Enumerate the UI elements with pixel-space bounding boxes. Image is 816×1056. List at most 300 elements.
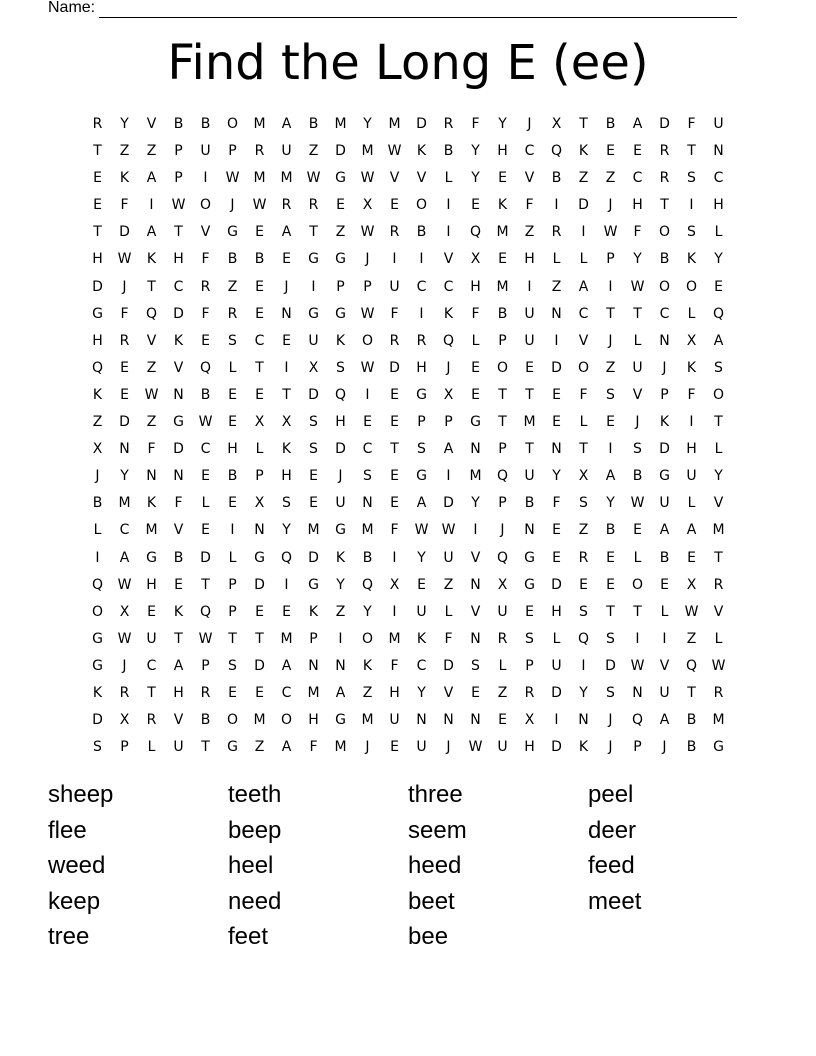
grid-letter: I <box>392 603 397 620</box>
grid-letter: V <box>524 170 535 187</box>
grid-letter: Z <box>146 414 157 431</box>
grid-letter: I <box>419 251 424 268</box>
grid-letter: R <box>389 332 400 349</box>
word-list-item: keep <box>48 887 101 915</box>
grid-letter: Q <box>199 359 212 376</box>
grid-letter: F <box>309 739 318 756</box>
grid-letter: F <box>390 657 399 674</box>
grid-letter: E <box>228 414 237 431</box>
grid-letter: P <box>498 441 507 458</box>
grid-letter: V <box>443 251 454 268</box>
grid-letter: E <box>552 386 561 403</box>
grid-letter: D <box>389 359 400 376</box>
grid-letter: K <box>578 143 589 160</box>
grid-letter: L <box>633 549 642 566</box>
grid-letter: U <box>173 739 184 756</box>
grid-letter: J <box>122 278 127 295</box>
grid-letter: B <box>524 495 535 512</box>
grid-letter: G <box>92 630 103 647</box>
grid-letter: V <box>146 332 157 349</box>
grid-letter: H <box>524 251 535 268</box>
grid-letter: W <box>171 197 186 214</box>
grid-letter: T <box>633 603 642 620</box>
grid-letter: X <box>119 603 130 620</box>
grid-letter: S <box>579 603 588 620</box>
grid-letter: A <box>605 468 616 485</box>
grid-letter: E <box>93 197 102 214</box>
grid-letter: E <box>552 522 561 539</box>
grid-letter: K <box>173 332 184 349</box>
grid-letter: B <box>308 116 319 132</box>
grid-letter: N <box>173 468 184 485</box>
grid-letter: N <box>551 441 562 458</box>
grid-letter: Y <box>579 684 588 701</box>
grid-letter: Z <box>308 143 319 160</box>
grid-letter: W <box>144 386 159 403</box>
grid-letter: I <box>311 278 316 295</box>
grid-letter: S <box>363 468 372 485</box>
grid-letter: N <box>443 712 454 729</box>
grid-letter: R <box>254 143 265 160</box>
grid-letter: V <box>632 386 643 403</box>
grid-letter: T <box>606 603 615 620</box>
grid-letter: D <box>200 549 211 566</box>
grid-letter: S <box>228 657 237 674</box>
grid-letter: K <box>362 657 373 674</box>
grid-letter: N <box>551 305 562 322</box>
grid-letter: M <box>253 712 266 729</box>
grid-letter: R <box>119 684 130 701</box>
grid-letter: B <box>227 468 238 485</box>
grid-letter: B <box>605 116 616 132</box>
grid-letter: P <box>228 603 237 620</box>
grid-letter: H <box>389 684 400 701</box>
grid-letter: X <box>524 712 535 729</box>
grid-letter: S <box>606 386 615 403</box>
grid-letter: N <box>362 495 373 512</box>
grid-letter: G <box>308 576 319 593</box>
grid-letter: G <box>416 386 427 403</box>
grid-letter: F <box>525 197 534 214</box>
grid-letter: C <box>416 657 427 674</box>
word-list-item: meet <box>588 887 642 915</box>
grid-letter: D <box>119 414 130 431</box>
grid-letter: A <box>686 522 697 539</box>
grid-letter: C <box>200 441 211 458</box>
grid-letter: C <box>443 278 454 295</box>
grid-letter: L <box>201 495 210 512</box>
grid-letter: R <box>416 332 427 349</box>
grid-letter: K <box>686 251 697 268</box>
grid-letter: L <box>714 441 723 458</box>
grid-letter: S <box>282 495 291 512</box>
grid-letter: U <box>389 712 400 729</box>
grid-letter: L <box>687 495 696 512</box>
grid-letter: P <box>336 278 345 295</box>
grid-letter: X <box>119 712 130 729</box>
word-list-item: beep <box>228 816 282 844</box>
grid-letter: I <box>284 359 289 376</box>
grid-letter: E <box>120 386 129 403</box>
grid-letter: T <box>93 143 102 160</box>
grid-letter: S <box>606 630 615 647</box>
grid-letter: N <box>146 468 157 485</box>
grid-letter: T <box>579 441 588 458</box>
grid-letter: D <box>551 739 562 756</box>
grid-letter: V <box>173 712 184 729</box>
word-list-item: feed <box>588 852 635 879</box>
grid-letter: O <box>577 359 590 376</box>
grid-letter: R <box>659 170 670 187</box>
grid-letter: H <box>551 603 562 620</box>
grid-letter: E <box>552 414 561 431</box>
grid-letter: W <box>360 305 375 322</box>
grid-letter: E <box>606 549 615 566</box>
grid-letter: F <box>687 386 696 403</box>
grid-letter: D <box>443 657 454 674</box>
grid-letter: W <box>603 224 618 241</box>
grid-letter: X <box>497 576 508 593</box>
grid-letter: T <box>390 441 399 458</box>
grid-letter: R <box>497 630 508 647</box>
grid-letter: H <box>92 332 103 349</box>
grid-letter: K <box>578 739 589 756</box>
grid-letter: N <box>173 386 184 403</box>
grid-letter: P <box>525 657 534 674</box>
grid-letter: G <box>308 305 319 322</box>
grid-letter: G <box>146 549 157 566</box>
grid-letter: U <box>551 657 562 674</box>
grid-letter: B <box>200 116 211 132</box>
grid-letter: D <box>308 386 319 403</box>
grid-letter: N <box>470 441 481 458</box>
grid-letter: L <box>444 170 453 187</box>
grid-letter: Z <box>146 359 157 376</box>
grid-letter: T <box>174 630 183 647</box>
grid-letter: Q <box>280 549 293 566</box>
grid-letter: W <box>711 657 726 674</box>
grid-letter: M <box>253 116 266 132</box>
grid-letter: Q <box>361 576 374 593</box>
grid-letter: Q <box>685 657 698 674</box>
grid-letter: R <box>713 576 724 593</box>
word-list-item: deer <box>588 816 637 844</box>
grid-letter: U <box>416 739 427 756</box>
grid-letter: I <box>284 576 289 593</box>
grid-letter: P <box>228 576 237 593</box>
grid-letter: D <box>605 657 616 674</box>
grid-letter: E <box>714 278 723 295</box>
grid-letter: S <box>93 739 102 756</box>
grid-letter: A <box>281 657 292 674</box>
grid-letter: E <box>390 414 399 431</box>
grid-letter: E <box>255 386 264 403</box>
grid-letter: S <box>309 414 318 431</box>
grid-letter: T <box>579 116 588 132</box>
grid-letter: W <box>306 170 321 187</box>
grid-letter: X <box>389 576 400 593</box>
grid-letter: E <box>255 684 264 701</box>
grid-letter: C <box>119 522 130 539</box>
grid-letter: Y <box>363 116 372 132</box>
grid-letter: R <box>200 684 211 701</box>
grid-letter: R <box>281 197 292 214</box>
grid-letter: J <box>365 251 370 268</box>
grid-letter: T <box>525 386 534 403</box>
grid-letter: L <box>660 603 669 620</box>
grid-letter: F <box>201 251 210 268</box>
grid-letter: B <box>605 522 616 539</box>
grid-letter: T <box>201 576 210 593</box>
grid-letter: N <box>308 657 319 674</box>
grid-letter: L <box>687 305 696 322</box>
grid-letter: E <box>471 386 480 403</box>
word-list-item: sheep <box>48 781 114 808</box>
grid-letter: M <box>253 170 266 187</box>
grid-letter: M <box>712 712 725 729</box>
grid-letter: Y <box>471 143 480 160</box>
grid-letter: I <box>608 278 613 295</box>
grid-letter: G <box>173 414 184 431</box>
grid-letter: E <box>498 170 507 187</box>
grid-letter: F <box>147 441 156 458</box>
grid-letter: R <box>713 684 724 701</box>
grid-letter: B <box>497 305 508 322</box>
grid-letter: H <box>416 359 427 376</box>
grid-letter: V <box>470 549 481 566</box>
grid-letter: J <box>284 278 289 295</box>
grid-letter: F <box>390 522 399 539</box>
grid-letter: Z <box>362 684 373 701</box>
grid-letter: I <box>338 630 343 647</box>
grid-letter: J <box>608 712 613 729</box>
grid-letter: G <box>524 549 535 566</box>
grid-letter: C <box>362 441 373 458</box>
grid-letter: B <box>551 170 562 187</box>
grid-letter: F <box>201 305 210 322</box>
grid-letter: H <box>173 251 184 268</box>
grid-letter: C <box>254 332 265 349</box>
grid-letter: D <box>119 224 130 241</box>
grid-letter: F <box>120 305 129 322</box>
grid-letter: N <box>470 576 481 593</box>
name-field-row <box>48 0 737 18</box>
grid-letter: S <box>687 170 696 187</box>
word-list-item: flee <box>48 816 87 844</box>
grid-letter: I <box>554 712 559 729</box>
grid-letter: T <box>228 630 237 647</box>
grid-letter: E <box>498 251 507 268</box>
grid-letter: E <box>471 197 480 214</box>
grid-letter: O <box>658 278 671 295</box>
grid-letter: L <box>552 630 561 647</box>
grid-letter: B <box>200 386 211 403</box>
grid-letter: D <box>308 549 319 566</box>
grid-letter: K <box>281 441 292 458</box>
grid-letter: X <box>254 414 265 431</box>
grid-letter: L <box>471 332 480 349</box>
grid-letter: Y <box>552 468 561 485</box>
grid-letter: P <box>606 251 615 268</box>
grid-letter: B <box>686 712 697 729</box>
grid-letter: K <box>92 684 103 701</box>
grid-letter: B <box>443 143 454 160</box>
grid-letter: O <box>361 630 374 647</box>
grid-letter: R <box>227 305 238 322</box>
grid-letter: G <box>227 739 238 756</box>
grid-letter: M <box>307 684 320 701</box>
grid-letter: W <box>360 224 375 241</box>
grid-letter: C <box>173 278 184 295</box>
grid-letter: K <box>659 414 670 431</box>
grid-letter: Z <box>146 143 157 160</box>
grid-letter: B <box>659 251 670 268</box>
grid-letter: I <box>365 386 370 403</box>
grid-letter: L <box>552 251 561 268</box>
word-list-item: weed <box>48 852 106 879</box>
grid-letter: X <box>281 414 292 431</box>
grid-letter: M <box>334 739 347 756</box>
grid-letter: Z <box>497 684 508 701</box>
grid-letter: W <box>360 170 375 187</box>
grid-letter: U <box>497 739 508 756</box>
grid-letter: E <box>201 522 210 539</box>
grid-letter: I <box>95 549 100 566</box>
grid-letter: Y <box>120 468 129 485</box>
grid-letter: U <box>659 495 670 512</box>
grid-letter: Y <box>363 603 372 620</box>
grid-letter: O <box>226 116 239 132</box>
grid-letter: F <box>579 386 588 403</box>
grid-letter: Q <box>712 305 725 322</box>
word-list-item: tree <box>48 923 90 950</box>
name-underline[interactable] <box>99 3 737 18</box>
grid-letter: D <box>335 143 346 160</box>
grid-letter: R <box>578 549 589 566</box>
grid-letter: E <box>471 684 480 701</box>
grid-letter: U <box>524 305 535 322</box>
grid-letter: H <box>146 576 157 593</box>
grid-letter: Y <box>471 170 480 187</box>
grid-letter: O <box>496 359 509 376</box>
grid-letter: R <box>146 712 157 729</box>
grid-letter: T <box>255 359 264 376</box>
grid-letter: M <box>280 630 293 647</box>
grid-letter: O <box>685 278 698 295</box>
grid-letter: X <box>686 576 697 593</box>
grid-letter: Y <box>417 549 426 566</box>
grid-letter: G <box>335 522 346 539</box>
grid-letter: L <box>714 224 723 241</box>
grid-letter: Q <box>145 305 158 322</box>
grid-letter: P <box>174 143 183 160</box>
grid-letter: E <box>471 359 480 376</box>
grid-letter: U <box>335 495 346 512</box>
grid-letter: H <box>335 414 346 431</box>
grid-letter: W <box>198 630 213 647</box>
grid-letter: Z <box>254 739 265 756</box>
grid-letter: K <box>308 603 319 620</box>
grid-letter: L <box>444 603 453 620</box>
grid-letter: F <box>471 305 480 322</box>
grid-letter: Q <box>631 712 644 729</box>
grid-letter: R <box>524 684 535 701</box>
grid-letter: T <box>498 414 507 431</box>
grid-letter: D <box>254 576 265 593</box>
grid-letter: E <box>282 603 291 620</box>
grid-letter: D <box>92 278 103 295</box>
grid-letter: R <box>92 116 103 132</box>
grid-letter: B <box>200 712 211 729</box>
grid-letter: I <box>419 305 424 322</box>
grid-letter: L <box>498 657 507 674</box>
grid-letter: V <box>173 359 184 376</box>
grid-letter: G <box>335 305 346 322</box>
grid-letter: I <box>689 197 694 214</box>
grid-letter: M <box>496 224 509 241</box>
grid-letter: M <box>469 468 482 485</box>
grid-letter: E <box>390 739 399 756</box>
grid-letter: G <box>227 224 238 241</box>
grid-letter: U <box>200 143 211 160</box>
grid-letter: P <box>201 657 210 674</box>
grid-letter: V <box>200 224 211 241</box>
grid-letter: H <box>497 143 508 160</box>
grid-letter: R <box>551 224 562 241</box>
word-list-item: teeth <box>228 781 282 808</box>
grid-letter: T <box>282 386 291 403</box>
grid-letter: G <box>254 549 265 566</box>
grid-letter: S <box>579 495 588 512</box>
grid-letter: B <box>632 468 643 485</box>
grid-letter: B <box>227 251 238 268</box>
grid-letter: Y <box>417 684 426 701</box>
grid-letter: K <box>119 170 130 187</box>
grid-letter: S <box>336 359 345 376</box>
grid-letter: Z <box>335 224 346 241</box>
grid-letter: L <box>579 251 588 268</box>
word-list-item: seem <box>408 816 467 844</box>
grid-letter: E <box>255 305 264 322</box>
grid-letter: T <box>714 549 723 566</box>
letter-grid <box>84 114 732 764</box>
grid-letter: W <box>117 630 132 647</box>
grid-letter: K <box>416 143 427 160</box>
grid-letter: D <box>659 441 670 458</box>
grid-letter: E <box>417 576 426 593</box>
grid-letter: C <box>281 684 292 701</box>
grid-letter: B <box>686 739 697 756</box>
grid-letter: J <box>608 197 613 214</box>
grid-letter: I <box>392 251 397 268</box>
grid-letter: T <box>714 414 723 431</box>
grid-letter: O <box>361 332 374 349</box>
grid-letter: W <box>630 495 645 512</box>
grid-letter: O <box>280 712 293 729</box>
grid-letter: Z <box>227 278 238 295</box>
grid-letter: E <box>282 251 291 268</box>
grid-letter: W <box>117 251 132 268</box>
grid-letter: Q <box>91 576 104 593</box>
grid-letter: P <box>228 143 237 160</box>
grid-letter: A <box>578 278 589 295</box>
grid-letter: V <box>416 170 427 187</box>
grid-letter: U <box>632 359 643 376</box>
grid-letter: X <box>686 332 697 349</box>
grid-letter: F <box>471 116 480 132</box>
grid-letter: K <box>686 359 697 376</box>
grid-letter: E <box>147 603 156 620</box>
